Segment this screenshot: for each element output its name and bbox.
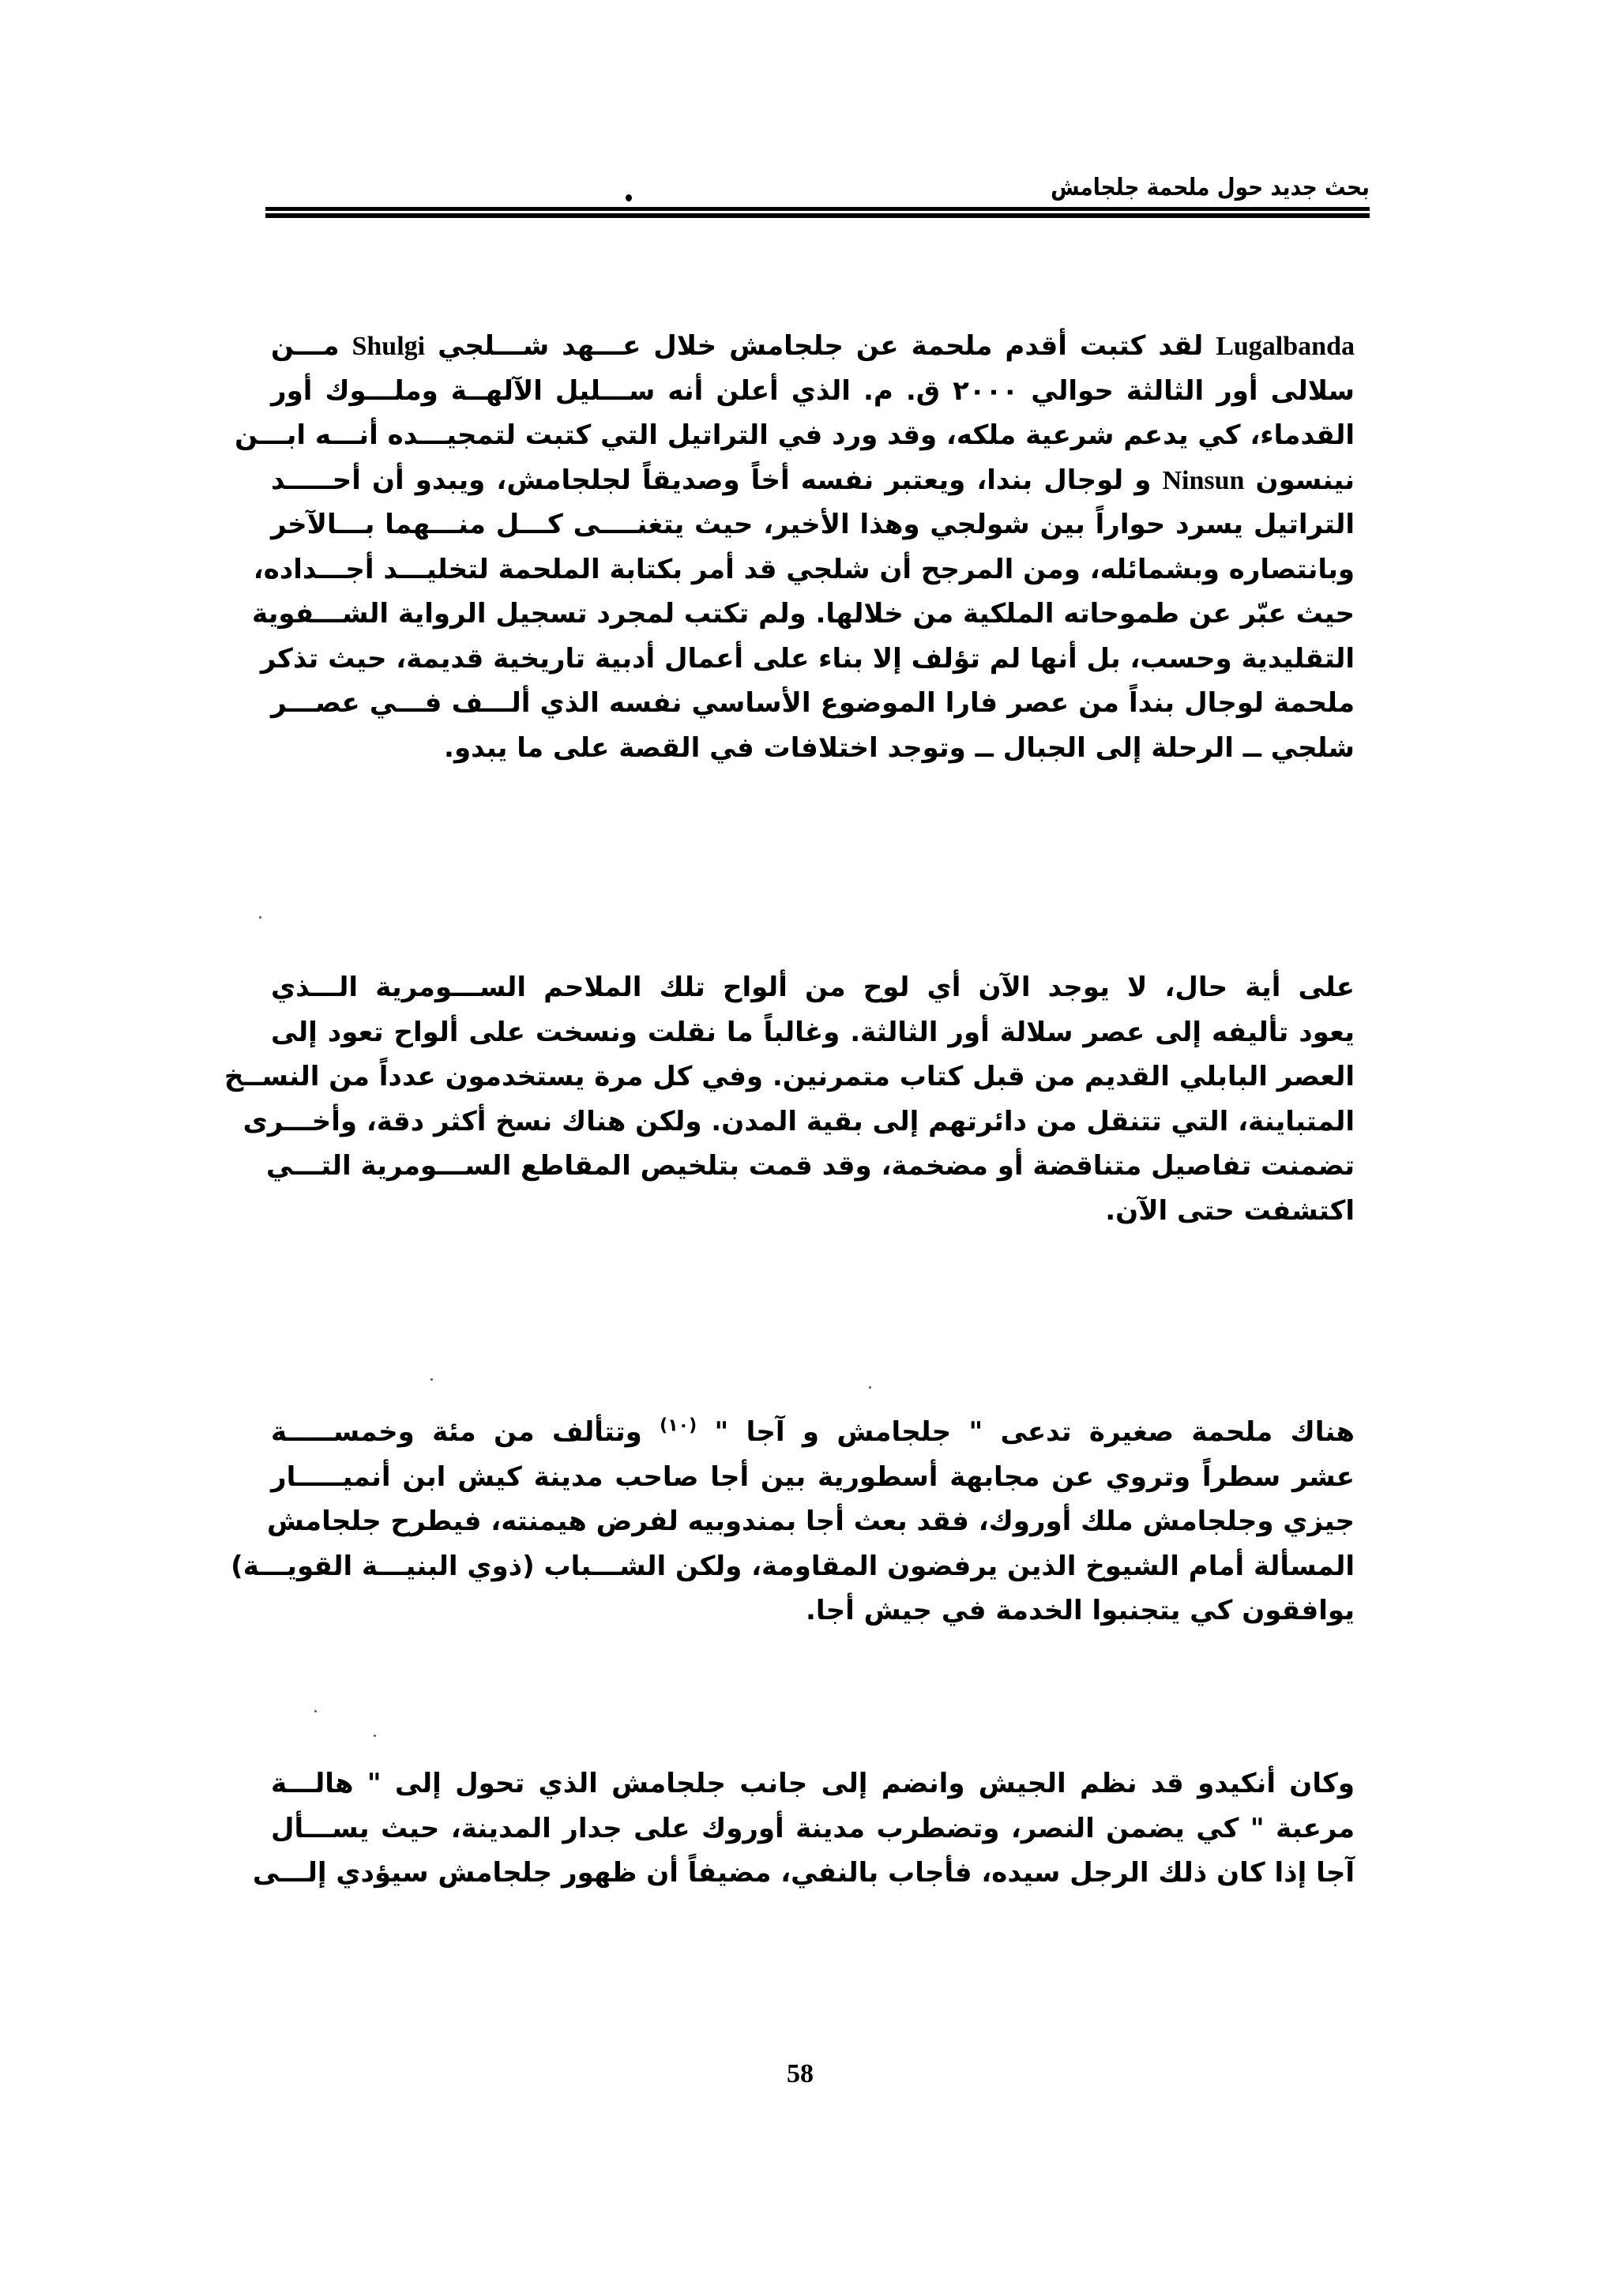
text-line: وبانتصاره وبشمائله، ومن المرجح أن شلجي قد أمر بكتابة الملحمة لتخليـــد أجـــداده،: [253, 553, 1355, 585]
latin-term: Shulgi: [351, 332, 426, 361]
text-line: القدماء، كي يدعم شرعية ملكه، وقد ورد في التراتيل التي كتبت لتمجيـــده أنـــه ابـــن: [235, 419, 1355, 451]
footnote-reference[interactable]: (١٠): [660, 1415, 697, 1436]
text-line: جيزي وجلجامش ملك أوروك، فقد بعث أجا بمندوبيه لفرض هيمنته، فيطرح جلجامش: [266, 1506, 1355, 1537]
scan-speck: [374, 1735, 376, 1737]
paragraph-1: [235, 324, 1355, 770]
header-rule-thin: [265, 207, 1370, 211]
paragraph-2: [224, 965, 1355, 1233]
text-line: سلالى أور الثالثة حوالي ٢٠٠٠ ق. م. الذي أعلن أنه ســـليل الآلهــة وملـــوك أور: [271, 374, 1355, 407]
text-line: نينسون Ninsun و لوجال بندا، ويعتبر نفسه أخاً وصديقاً لجلجامش، ويبدو أن أحـــــد: [271, 464, 1355, 496]
scan-speck: [259, 916, 261, 919]
text-line: تضمنت تفاصيل متناقضة أو مضخمة، وقد قمت بتلخيص المقاطع الســـومرية التـــي: [266, 1150, 1355, 1182]
scan-speck: [314, 1710, 317, 1712]
text-line: وكان أنكيدو قد نظم الجيش وانضم إلى جانب جلجامش الذي تحول إلى " هالـــة: [271, 1768, 1355, 1799]
text-line-with-footnote: هناك ملحمة صغيرة تدعى " جلجامش و آجا " $^{(١٠)}$ وتتألف من مئة وخمســـــة: [271, 1415, 1355, 1448]
text-line: التقليدية وحسب، بل أنها لم تؤلف إلا بناء على أعمال أدبية تاريخية قديمة، حيث تذكر: [260, 642, 1355, 675]
text-line: يعود تأليفه إلى عصر سلالة أور الثالثة. وغالباً ما نقلت ونسخت على ألواح تعود إلى: [271, 1016, 1355, 1048]
latin-term: Lugalbanda: [1216, 332, 1355, 361]
text-line: عشر سطراً وتروي عن مجابهة أسطورية بين أجا صاحب مدينة كيش ابن أنميـــــار: [271, 1460, 1355, 1493]
text-line: يوافقون كي يتجنبوا الخدمة في جيش أجا.: [805, 1595, 1355, 1626]
text-line: على أية حال، لا يوجد الآن أي لوح من ألواح تلك الملاحم الســـومرية الـــذي: [271, 972, 1355, 1003]
text-line: التراتيل يسرد حواراً بين شولجي وهذا الأخير، حيث يتغنــــى كـــل منـــهما بـــالآخر: [271, 509, 1355, 540]
header-rule-thick: [265, 213, 1370, 218]
text-line: مرعبة " كي يضمن النصر، وتضطرب مدينة أوروك على جدار المدينة، حيث يســـأل: [271, 1812, 1355, 1844]
paragraph-3: [231, 1410, 1355, 1633]
text-line: المتباينة، التي تتنقل من دائرتهم إلى بقية المدن. ولكن هناك نسخ أكثر دقة، وأخـــرى: [242, 1105, 1355, 1137]
latin-term: Ninsun: [1162, 465, 1245, 495]
paragraph-4: [252, 1761, 1355, 1896]
text-line: آجا إذا كان ذلك الرجل سيده، فأجاب بالنفي، مضيفاً أن ظهور جلجامش سيؤدي إلـــى: [252, 1857, 1355, 1889]
text-line: ملحمة لوجال بنداً من عصر فارا الموضوع الأساسي نفسه الذي ألـــف فـــي عصـــر: [271, 687, 1355, 719]
text-line: العصر البابلي القديم من قبل كتاب متمرنين. وفي كل مرة يستخدمون عدداً من النســخ: [224, 1061, 1355, 1092]
text-line: Lugalbanda لقد كتبت أقدم ملحمة عن جلجامش خلال عـــهد شـــلجي Shulgi مـــن: [271, 330, 1355, 362]
text-line: شلجي ــ الرحلة إلى الجبال ــ وتوجد اختلافات في القصة على ما يبدو.: [444, 731, 1355, 764]
header-dot-mark: [626, 194, 632, 201]
running-header-title: بحث جديد حول ملحمة جلجامش: [1051, 174, 1370, 201]
scan-speck: [869, 1386, 871, 1389]
text-line: حيث عبّر عن طموحاته الملكية من خلالها. ولم تكتب لمجرد تسجيل الرواية الشـــفوية: [251, 598, 1355, 630]
text-line: اكتشفت حتى الآن.: [1105, 1194, 1355, 1227]
scan-speck: [430, 1378, 433, 1381]
text-line: المسألة أمام الشيوخ الذين يرفضون المقاومة، ولكن الشـــباب (ذوي البنيـــة القويـــة): [231, 1550, 1355, 1582]
page-number: 58: [787, 2059, 814, 2088]
